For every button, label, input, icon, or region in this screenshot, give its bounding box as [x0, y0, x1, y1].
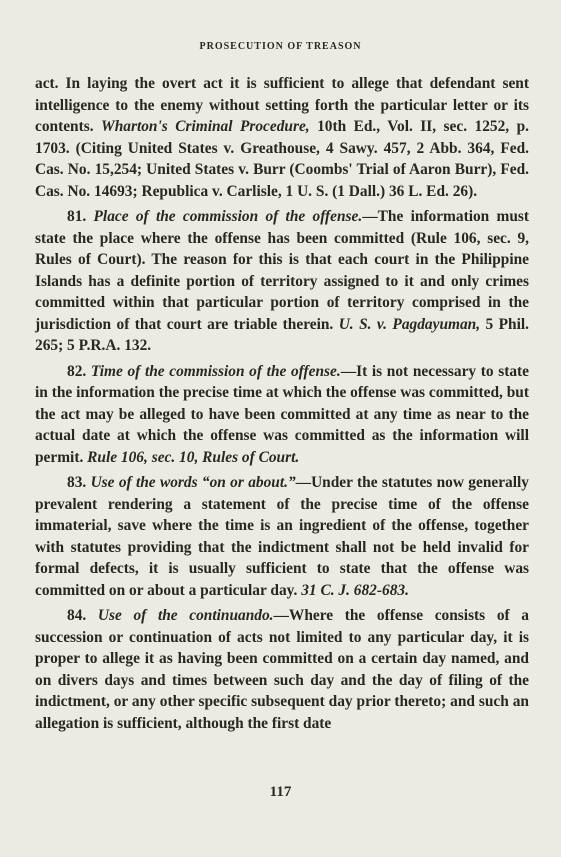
- italic-citation-text: Time of the commission of the offense.: [90, 362, 341, 380]
- body-text: —Under the statutes now generally prevalent rendering a statement of the precise time of the offense immaterial, save where the time is an ingredient of the offense, together with statutes providing that the indictment shall not be held invalid for formal defects, it is usually sufficient to state that the offense was committed on or about a particular day.: [35, 474, 529, 599]
- section-84-continuando: [35, 605, 529, 734]
- section-82-time-of-commission: [35, 361, 529, 469]
- body-text: 5 Phil. 265; 5 P.R.A. 132.: [35, 315, 529, 354]
- body-text: 83.: [67, 474, 91, 491]
- body-text: —The information must state the place where the offense has been committed (Rule 106, sec. 9, Rules of Court). The reason for this is that each court in the Philippine Islands has a definite portion of territory assigned to it and only crimes committed within that particular portion of territory comprised in the jurisdiction of that court are triable therein.: [35, 208, 530, 333]
- italic-citation-text: Wharton's Criminal Procedure,: [101, 118, 310, 135]
- body-text: —It is not necessary to state in the information the precise time at which the offense was committed, but the act may be alleged to have been committed at any time as near to the actual date at which the offense was committed as the information will permit.: [35, 362, 529, 466]
- body-text: 84.: [67, 607, 98, 624]
- page-number: 117: [269, 784, 292, 800]
- paragraph-continuation: [35, 73, 529, 202]
- italic-citation-text: Use of the words “on or about.”: [90, 474, 296, 491]
- body-text: 82.: [67, 362, 91, 380]
- section-83-on-or-about: [35, 472, 529, 601]
- body-text: 10th Ed., Vol. II, sec. 1252, p. 1703. (Citing United States v. Greathouse, 4 Sawy. 457, 2 Abb. 364, Fed. Cas. No. 15,254; United States v. Burr (Coombs' Trial of Aaron Burr), Fed. Cas. No. 14693; Republica v. Carlisle, 1 U. S. (1 Dall.) 36 L. Ed. 26).: [35, 118, 529, 200]
- running-header: PROSECUTION OF TREASON: [199, 41, 362, 52]
- section-81-place-of-commission: [35, 206, 529, 357]
- italic-citation-text: Place of the commission of the offense.: [93, 208, 363, 225]
- italic-citation-text: U. S. v. Pagdayuman,: [338, 315, 481, 333]
- italic-citation-text: 31 C. J. 682-683.: [301, 581, 409, 599]
- page-body: [35, 73, 529, 734]
- body-text: 81.: [67, 208, 94, 225]
- body-text: act. In laying the overt act it is sufficient to allege that defendant sent intelligence to the enemy without setting forth the particular letter or its contents.: [35, 75, 529, 135]
- italic-citation-text: Rule 106, sec. 10, Rules of Court.: [87, 448, 300, 466]
- body-text: —Where the offense consists of a succession or continuation of acts not limited to any particular day, it is proper to allege it as having been committed on a certain day named, and on divers days and times between such day and the day of filing of the indictment, or any other specific subsequent day prior thereto; and such an allegation is sufficient, although the first date: [35, 607, 529, 732]
- italic-citation-text: Use of the continuando.: [97, 607, 274, 624]
